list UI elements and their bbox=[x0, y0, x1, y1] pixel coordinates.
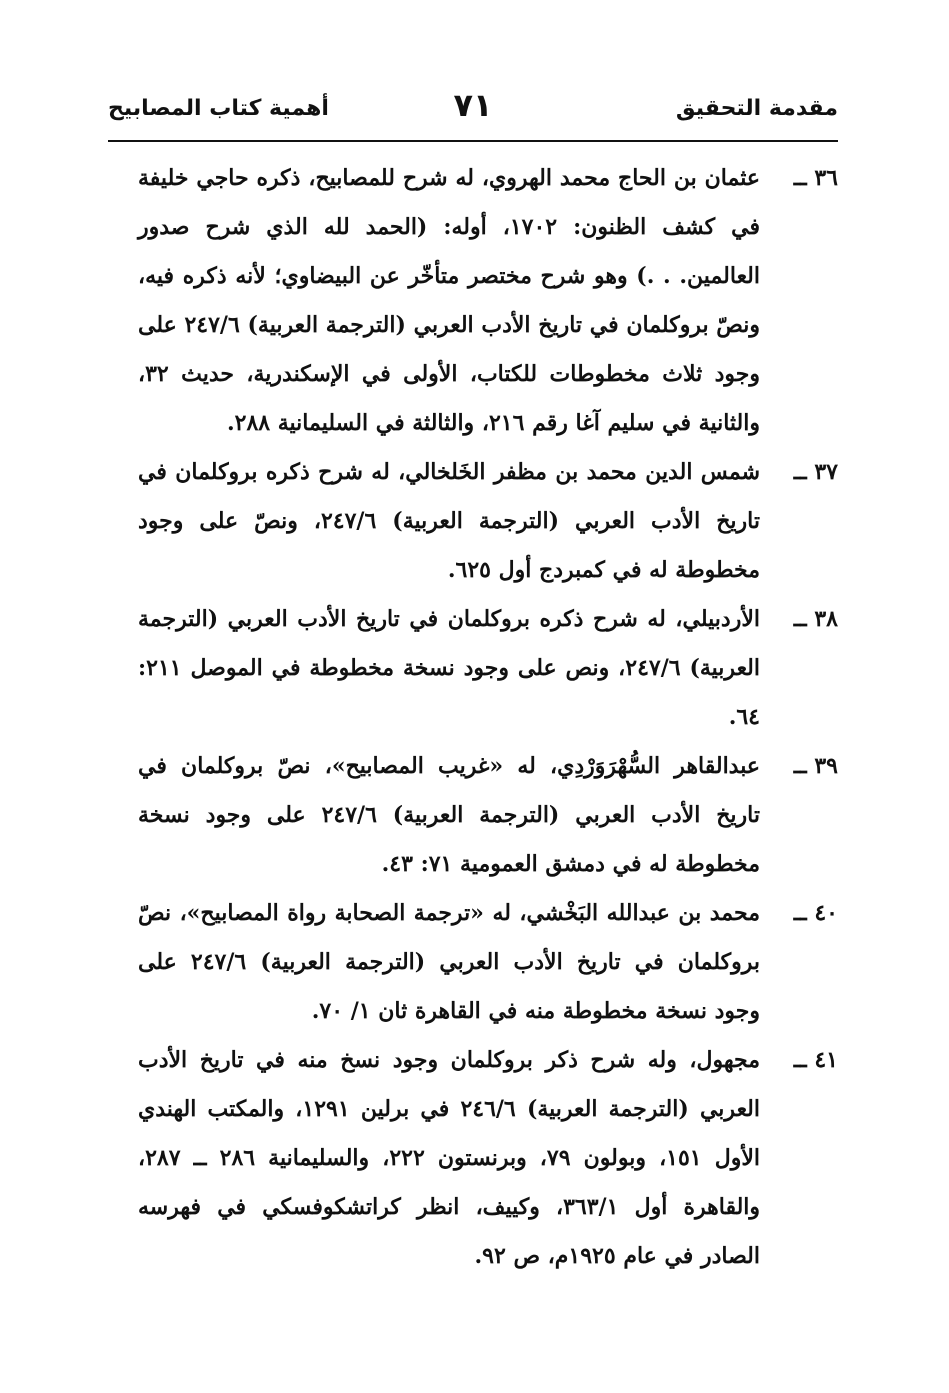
entry-text: الأردبيلي، له شرح ذكره بروكلمان في تاريخ الأدب العربي (الترجمة العربية) ٢٤٧/٦، ونص على وجود نسخة مخطوطة في الموصل ٢١١: ٦٤. bbox=[138, 606, 760, 730]
entry-40 bbox=[138, 889, 838, 1036]
entry-number: ٤١ ــ bbox=[793, 1047, 838, 1073]
entry-36 bbox=[138, 154, 838, 448]
entry-number: ٤٠ ــ bbox=[793, 900, 838, 926]
page-number: ٧١ bbox=[453, 86, 493, 124]
entry-41 bbox=[138, 1036, 838, 1281]
header-divider bbox=[108, 140, 838, 142]
entry-38 bbox=[138, 595, 838, 742]
entry-text: عبدالقاهر السُّهْرَوَرْدِي، له «غريب المصابيح»، نصّ بروكلمان في تاريخ الأدب العربي (الترجمة العربية) ٢٤٧/٦ على وجود نسخة مخطوطة له في دمشق العمومية ٧١: ٤٣. bbox=[138, 753, 760, 877]
running-head-chapter: أهمية كتاب المصابيح bbox=[108, 96, 329, 121]
entry-39 bbox=[138, 742, 838, 889]
entry-37 bbox=[138, 448, 838, 595]
running-head-section: مقدمة التحقيق bbox=[675, 96, 838, 121]
page-header bbox=[108, 86, 838, 132]
entry-number: ٣٨ ــ bbox=[793, 606, 838, 632]
entry-text: مجهول، وله شرح ذكر بروكلمان وجود نسخ منه في تاريخ الأدب العربي (الترجمة العربية) ٢٤٦/٦ في برلين ١٢٩١، والمكتب الهندي الأول ١٥١، وبولون ٧٩، وبرنستون ٢٢٢، والسليمانية ٢٨٦ ــ ٢٨٧، والقاهرة أول ٣٦٣/١، وكييف، انظر كراتشكوفسكي في فهرسه الصادر في عام ١٩٢٥م، ص ٩٢. bbox=[138, 1047, 761, 1269]
entry-list bbox=[138, 154, 838, 1281]
entry-text: شمس الدين محمد بن مظفر الخَلخالي، له شرح ذكره بروكلمان في تاريخ الأدب العربي (الترجمة العربية) ٢٤٧/٦، ونصّ على وجود مخطوطة له في كمبردج أول ٦٢٥. bbox=[138, 459, 760, 583]
entry-text: عثمان بن الحاج محمد الهروي، له شرح للمصابيح، ذكره حاجي خليفة في كشف الظنون: ١٧٠٢، أوله: (الحمد لله الذي شرح صدور العالمين. . .) وهو شرح مختصر متأخّر عن البيضاوي؛ لأنه ذكره فيه، ونصّ بروكلمان في تاريخ الأدب العربي (الترجمة العربية) ٢٤٧/٦ على وجود ثلاث مخطوطات للكتاب، الأولى في الإسكندرية، حديث ٣٢، والثانية في سليم آغا رقم ٢١٦، والثالثة في السليمانية ٢٨٨. bbox=[138, 165, 761, 436]
entry-number: ٣٦ ــ bbox=[793, 165, 838, 191]
entry-number: ٣٧ ــ bbox=[793, 459, 838, 485]
entry-number: ٣٩ ــ bbox=[793, 753, 838, 779]
entry-text: محمد بن عبدالله البَخْشي، له «ترجمة الصحابة رواة المصابيح»، نصّ بروكلمان في تاريخ الأدب العربي (الترجمة العربية) ٢٤٧/٦ على وجود نسخة مخطوطة منه في القاهرة ثان ١/ ٧٠. bbox=[138, 900, 760, 1024]
